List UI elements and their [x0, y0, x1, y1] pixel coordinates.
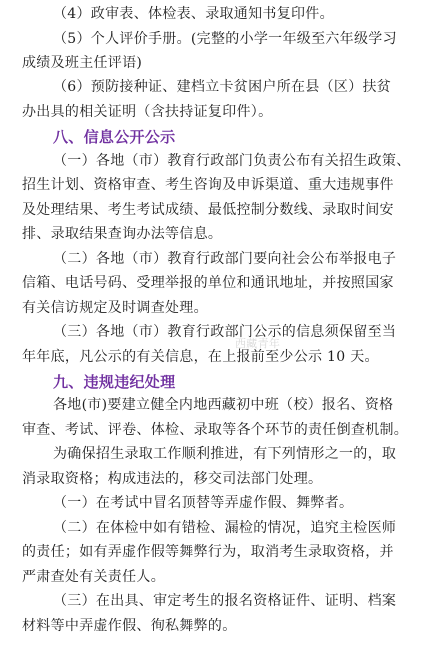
paragraph-line: 为确保招生录取工作顺利推进，有下列情形之一的，取: [53, 446, 397, 463]
paragraph-line: 成绩及班主任评语): [22, 54, 143, 71]
paragraph-line: 招生计划、资格审查、考生咨询及申诉渠道、重大违规事件: [22, 177, 394, 194]
paragraph-line: 材料等中弄虚作假、徇私舞弊的。: [22, 617, 237, 634]
paragraph-line: （二）在体检中如有错检、漏检的情况，追究主检医师: [53, 519, 397, 536]
paragraph-line: 办出具的相关证明（含扶持证复印件）。: [22, 103, 273, 120]
paragraph-line: （一）在考试中冒名顶替等弄虚作假、舞弊者。: [53, 495, 354, 512]
paragraph-line: （三）在出具、审定考生的报名资格证件、证明、档案: [53, 593, 397, 610]
paragraph-line: 信箱、电话号码、受理举报的单位和通讯地址，并按照国家: [22, 275, 394, 292]
paragraph-line: （6）预防接种证、建档立卡贫困户所在县（区）扶贫: [53, 79, 392, 96]
paragraph-line: （5）个人评价手册。(完整的小学一年级至六年级学习: [53, 30, 397, 47]
paragraph-line: （二）各地（市）教育行政部门要向社会公布举报电子: [53, 250, 397, 267]
paragraph-line: 及处理结果、考生考试成绩、最低控制分数线、录取时间安: [22, 201, 394, 218]
paragraph-line: 消录取资格；构成违法的，移交司法部门处理。: [22, 470, 323, 487]
paragraph-line: （4）政审表、体检表、录取通知书复印件。: [53, 6, 334, 22]
paragraph-line: 的责任；如有弄虚作假等舞弊行为，取消考生录取资格，并: [22, 544, 394, 561]
watermark-text: 西藏青年: [235, 337, 281, 350]
paragraph-line: 有关信访规定及时调查处理。: [22, 299, 208, 316]
paragraph-line: 年年底，凡公示的有关信息，在上报前至少公示 10 天。: [22, 348, 379, 365]
paragraph-line: 各地(市)要建立健全内地西藏初中班（校）报名、资格: [53, 397, 394, 414]
paragraph-line: （一）各地（市）教育行政部门负责公布有关招生政策、: [53, 152, 411, 169]
paragraph-line: 排、录取结果查询办法等信息。: [22, 226, 223, 243]
section-heading-information-disclosure: 八、信息公开公示: [53, 128, 176, 147]
section-heading-violation-handling: 九、违规违纪处理: [53, 372, 176, 391]
paragraph-line: （三）各地（市）教育行政部门公示的信息须保留至当: [53, 324, 397, 340]
paragraph-line: 审查、考试、评卷、体检、录取等各个环节的责任倒查机制。: [22, 421, 409, 438]
paragraph-line: 严肃查处有关责任人。: [22, 568, 165, 585]
